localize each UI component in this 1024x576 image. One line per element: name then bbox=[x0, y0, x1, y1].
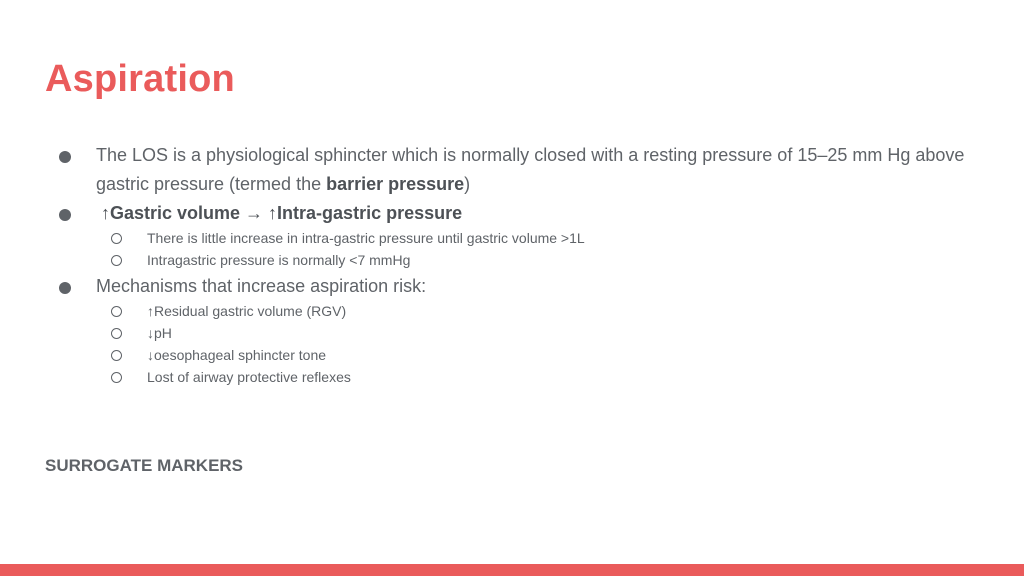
sub-bullet-ring-icon bbox=[111, 306, 122, 317]
bullet-los-text-end: ) bbox=[464, 174, 471, 194]
sub-bullet-item bbox=[147, 227, 947, 249]
sub-bullet-text: ↑Residual gastric volume (RGV) bbox=[147, 303, 347, 319]
slide-title: Aspiration bbox=[45, 58, 235, 100]
sub-bullet-text: ↓pH bbox=[147, 325, 172, 341]
section-label: SURROGATE MARKERS bbox=[45, 456, 244, 475]
bullet-dot-icon bbox=[59, 151, 71, 163]
bullet-mechanisms-text: Mechanisms that increase aspiration risk: bbox=[96, 276, 427, 296]
bullet-los-bold: barrier pressure bbox=[326, 174, 465, 194]
sub-bullet-item bbox=[147, 249, 947, 271]
sub-bullet-text: There is little increase in intra-gastric pressure until gastric volume >1L bbox=[147, 230, 585, 246]
sub-bullet-ring-icon bbox=[111, 328, 122, 339]
sub-bullet-text: Lost of airway protective reflexes bbox=[147, 369, 351, 385]
sub-bullet-item bbox=[147, 322, 947, 344]
sub-bullet-ring-icon bbox=[111, 372, 122, 383]
footer-accent-bar bbox=[0, 564, 1024, 576]
sub-bullet-item bbox=[147, 366, 947, 388]
bullet-dot-icon bbox=[59, 209, 71, 221]
sub-bullet-ring-icon bbox=[111, 255, 122, 266]
sub-bullet-text: ↓oesophageal sphincter tone bbox=[147, 347, 327, 363]
sub-bullet-item bbox=[147, 344, 947, 366]
bullet-gastric-volume bbox=[96, 199, 996, 228]
bullet-los bbox=[96, 141, 996, 199]
bullet-mechanisms bbox=[96, 272, 996, 301]
sub-bullet-text: Intragastric pressure is normally <7 mmHg bbox=[147, 252, 411, 268]
bullet-gastric-volume-text: ↑Gastric volume → ↑Intra-gastric pressure bbox=[96, 203, 463, 223]
bullet-dot-icon bbox=[59, 282, 71, 294]
sub-bullet-ring-icon bbox=[111, 233, 122, 244]
sub-bullet-ring-icon bbox=[111, 350, 122, 361]
sub-bullet-item bbox=[147, 300, 947, 322]
bullet-los-text: The LOS is a physiological sphincter which is normally closed with a resting pressure of 15–25 mm Hg above gastric pressure (termed the bbox=[96, 145, 965, 194]
